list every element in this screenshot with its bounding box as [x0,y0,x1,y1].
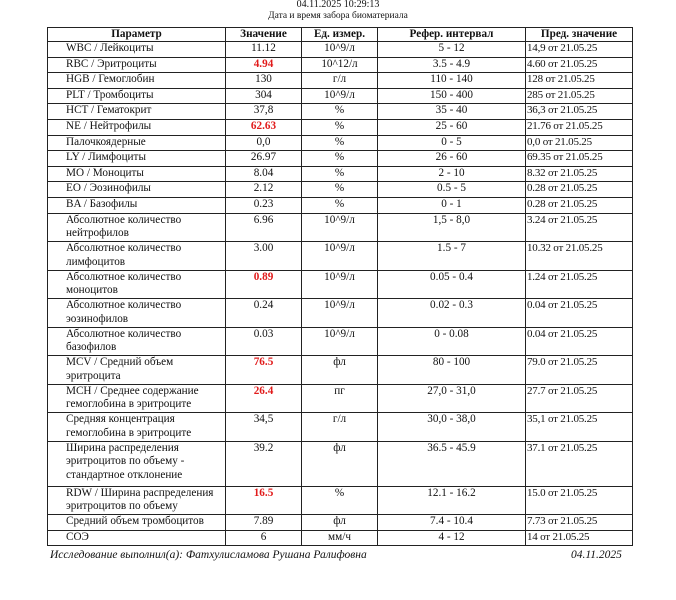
parameter-name: Ширина распределения эритроцитов по объему - стандартное отклонение [66,441,185,481]
parameter-name: СОЭ [66,530,89,543]
column-header-reference: Рефер. интервал [378,28,526,42]
warning-icon [48,487,49,499]
unit-cell: фл [302,515,378,531]
parameter-name: MCV / Средний объем эритроцита [66,356,174,382]
reference-cell: 110 - 140 [378,73,526,89]
unit-cell: фл [302,356,378,385]
previous-value-cell: 4.60 от 21.05.25 [526,57,633,73]
previous-value-cell: 0,0 от 21.05.25 [526,135,633,151]
parameter-name: LY / Лимфоциты [66,151,146,164]
reference-cell: 27,0 - 31,0 [378,384,526,413]
table-row [48,73,633,89]
unit-cell: пг [302,384,378,413]
previous-value-cell: 285 от 21.05.25 [526,88,633,104]
reference-cell: 0.5 - 5 [378,182,526,198]
parameter-name: Палочкоядерные [66,135,146,148]
unit-cell: 10^12/л [302,57,378,73]
parameter-name: Абсолютное количество базофилов [66,327,182,354]
parameter-name: RDW / Ширина распределения эритроцитов по объему [66,486,214,513]
previous-value-cell: 0.28 от 21.05.25 [526,182,633,198]
value-cell: 26.4 [226,384,302,413]
table-row [48,135,633,151]
unit-cell: % [302,197,378,213]
reference-cell: 36.5 - 45.9 [378,441,526,486]
table-row [48,530,633,546]
reference-cell: 35 - 40 [378,104,526,120]
value-cell: 6.96 [226,213,302,242]
value-cell: 37,8 [226,104,302,120]
value-cell: 2.12 [226,182,302,198]
column-header-value: Значение [226,28,302,42]
table-row [48,441,633,486]
parameter-name: Абсолютное количество лимфоцитов [66,242,182,268]
previous-value-cell: 15.0 от 21.05.25 [526,486,633,515]
parameter-cell [48,135,226,151]
previous-value-cell: 37.1 от 21.05.25 [526,441,633,486]
parameter-cell [48,486,226,515]
unit-cell: % [302,166,378,182]
reference-cell: 80 - 100 [378,356,526,385]
value-cell: 0,0 [226,135,302,151]
parameter-name: PLT / Тромбоциты [66,88,154,101]
reference-cell: 150 - 400 [378,88,526,104]
parameter-cell [48,213,226,242]
column-header-unit: Ед. измер. [302,28,378,42]
value-cell: 0.24 [226,299,302,328]
previous-value-cell: 10.32 от 21.05.25 [526,242,633,271]
value-cell: 39.2 [226,441,302,486]
previous-value-cell: 128 от 21.05.25 [526,73,633,89]
warning-icon [48,58,49,70]
value-cell: 11.12 [226,42,302,58]
unit-cell: 10^9/л [302,88,378,104]
previous-value-cell: 1.24 от 21.05.25 [526,270,633,299]
warning-icon [48,120,49,132]
parameter-name: Средняя концентрация гемоглобина в эритроците [66,413,192,439]
parameter-cell [48,441,226,486]
value-cell: 26.97 [226,151,302,167]
unit-cell: 10^9/л [302,299,378,328]
performer-signature-line: Исследование выполнил(а): Фатхулисламова Рушана Ралифовна [50,549,367,561]
parameter-name: Абсолютное количество нейтрофилов [66,213,182,240]
parameter-name: EO / Эозинофилы [66,182,151,195]
parameter-name: Средний объем тромбоцитов [66,515,204,528]
unit-cell: 10^9/л [302,42,378,58]
reference-cell: 5 - 12 [378,42,526,58]
previous-value-cell: 7.73 от 21.05.25 [526,515,633,531]
previous-value-cell: 35,1 от 21.05.25 [526,413,633,442]
previous-value-cell: 79.0 от 21.05.25 [526,356,633,385]
parameter-name: HCT / Гематокрит [66,104,152,117]
parameter-name: MO / Моноциты [66,166,144,179]
results-body [48,42,633,546]
table-row [48,166,633,182]
table-row [48,42,633,58]
table-header-row [48,28,633,42]
column-header-parameter: Параметр [48,28,226,42]
parameter-cell [48,384,226,413]
parameter-cell [48,356,226,385]
unit-cell: % [302,119,378,135]
value-cell: 8.04 [226,166,302,182]
value-cell: 7.89 [226,515,302,531]
parameter-cell [48,299,226,328]
parameter-cell [48,515,226,531]
reference-cell: 4 - 12 [378,530,526,546]
reference-cell: 0 - 5 [378,135,526,151]
reference-cell: 1,5 - 8,0 [378,213,526,242]
unit-cell: % [302,486,378,515]
reference-cell: 0 - 0.08 [378,327,526,356]
previous-value-cell: 14,9 от 21.05.25 [526,42,633,58]
previous-value-cell: 69.35 от 21.05.25 [526,151,633,167]
parameter-cell [48,530,226,546]
column-header-previous: Пред. значение [526,28,633,42]
table-row [48,384,633,413]
parameter-cell [48,57,226,73]
parameter-cell [48,151,226,167]
parameter-name: Абсолютное количество эозинофилов [66,299,182,325]
previous-value-cell: 21.76 от 21.05.25 [526,119,633,135]
reference-cell: 3.5 - 4.9 [378,57,526,73]
unit-cell: г/л [302,413,378,442]
warning-icon [48,385,49,397]
unit-cell: 10^9/л [302,270,378,299]
table-row [48,197,633,213]
previous-value-cell: 0.04 от 21.05.25 [526,327,633,356]
previous-value-cell: 0.28 от 21.05.25 [526,197,633,213]
unit-cell: % [302,151,378,167]
parameter-name: BA / Базофилы [66,197,138,210]
previous-value-cell: 8.32 от 21.05.25 [526,166,633,182]
reference-cell: 25 - 60 [378,119,526,135]
parameter-cell [48,413,226,442]
value-cell: 62.63 [226,119,302,135]
table-row [48,486,633,515]
table-row [48,515,633,531]
parameter-name: HGB / Гемоглобин [66,73,155,86]
parameter-cell [48,270,226,299]
table-row [48,119,633,135]
table-row [48,242,633,271]
parameter-cell [48,197,226,213]
collection-datetime: 04.11.2025 10:29:13 [296,0,380,10]
table-row [48,151,633,167]
parameter-name: MCH / Среднее содержание гемоглобина в эритроците [66,384,199,411]
parameter-name: NE / Нейтрофилы [66,119,152,132]
reference-cell: 0.05 - 0.4 [378,270,526,299]
value-cell: 4.94 [226,57,302,73]
table-row [48,299,633,328]
value-cell: 130 [226,73,302,89]
collection-datetime-label: Дата и время забора биоматериала [268,11,408,21]
reference-cell: 0 - 1 [378,197,526,213]
unit-cell: % [302,135,378,151]
parameter-name: Абсолютное количество моноцитов [66,270,182,297]
parameter-cell [48,242,226,271]
parameter-cell [48,182,226,198]
warning-icon [48,356,49,368]
reference-cell: 1.5 - 7 [378,242,526,271]
unit-cell: 10^9/л [302,213,378,242]
value-cell: 34,5 [226,413,302,442]
unit-cell: фл [302,441,378,486]
unit-cell: мм/ч [302,530,378,546]
unit-cell: % [302,104,378,120]
parameter-name: RBC / Эритроциты [66,57,157,70]
reference-cell: 0.02 - 0.3 [378,299,526,328]
parameter-cell [48,42,226,58]
table-row [48,88,633,104]
parameter-cell [48,104,226,120]
table-row [48,213,633,242]
previous-value-cell: 3.24 от 21.05.25 [526,213,633,242]
value-cell: 0.03 [226,327,302,356]
value-cell: 3.00 [226,242,302,271]
value-cell: 0.89 [226,270,302,299]
table-row [48,327,633,356]
value-cell: 76.5 [226,356,302,385]
parameter-name: WBC / Лейкоциты [66,42,154,54]
value-cell: 16.5 [226,486,302,515]
parameter-cell [48,166,226,182]
previous-value-cell: 14 от 21.05.25 [526,530,633,546]
reference-cell: 2 - 10 [378,166,526,182]
table-row [48,356,633,385]
value-cell: 0.23 [226,197,302,213]
parameter-cell [48,73,226,89]
table-row [48,270,633,299]
parameter-cell [48,119,226,135]
report-date: 04.11.2025 [571,549,622,561]
reference-cell: 26 - 60 [378,151,526,167]
table-row [48,57,633,73]
unit-cell: 10^9/л [302,242,378,271]
parameter-cell [48,327,226,356]
previous-value-cell: 27.7 от 21.05.25 [526,384,633,413]
parameter-cell [48,88,226,104]
reference-cell: 7.4 - 10.4 [378,515,526,531]
reference-cell: 12.1 - 16.2 [378,486,526,515]
unit-cell: 10^9/л [302,327,378,356]
warning-icon [48,271,49,283]
previous-value-cell: 0.04 от 21.05.25 [526,299,633,328]
table-row [48,182,633,198]
reference-cell: 30,0 - 38,0 [378,413,526,442]
results-table [47,27,633,546]
unit-cell: % [302,182,378,198]
value-cell: 6 [226,530,302,546]
previous-value-cell: 36,3 от 21.05.25 [526,104,633,120]
table-row [48,413,633,442]
value-cell: 304 [226,88,302,104]
table-row [48,104,633,120]
unit-cell: г/л [302,73,378,89]
